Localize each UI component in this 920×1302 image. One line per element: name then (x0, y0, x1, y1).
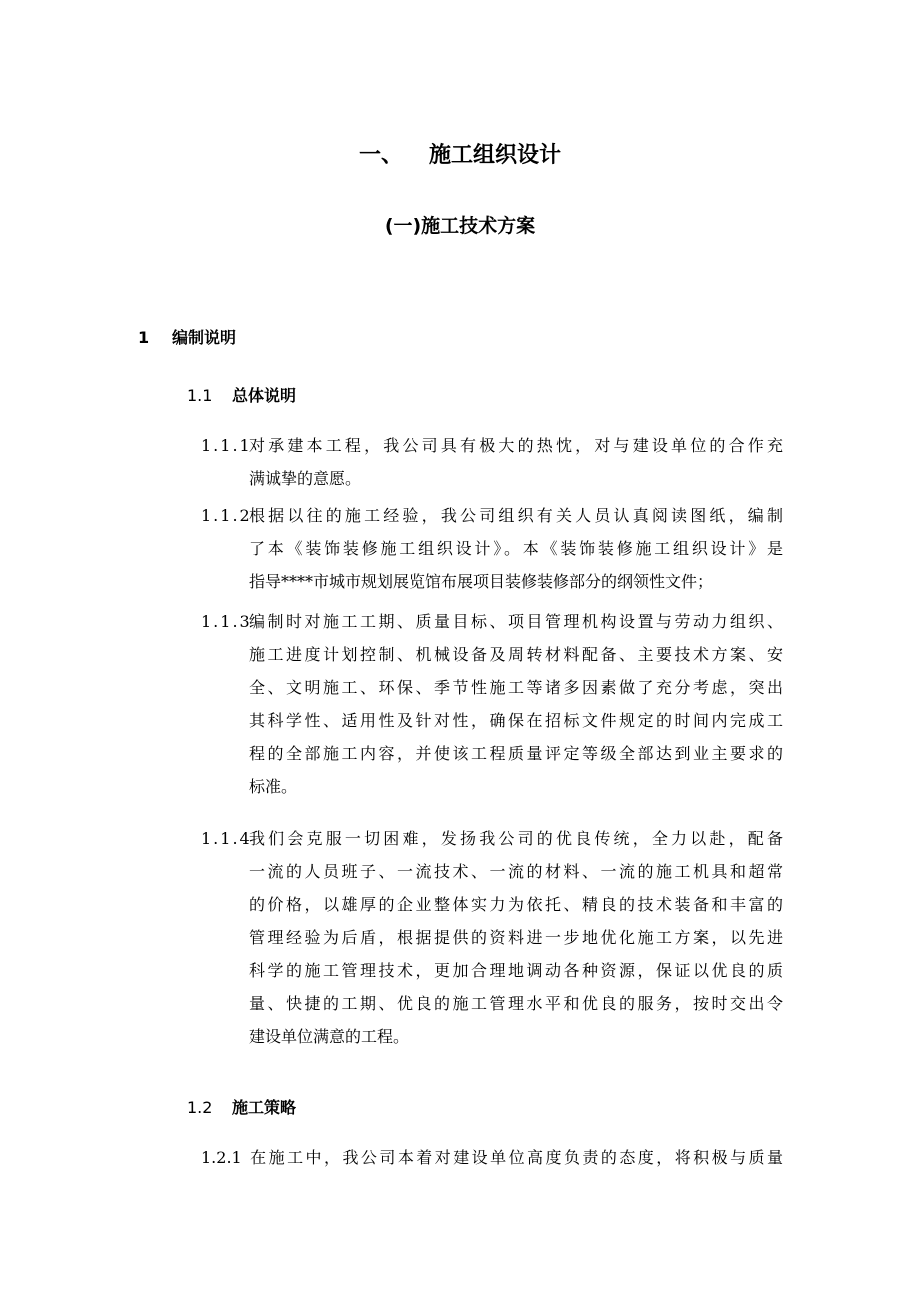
section-number: 1 (138, 328, 150, 347)
paragraph-line: 我们会克服一切困难，发扬我公司的优良传统，全力以赴，配备 (249, 829, 783, 848)
paragraph-line: 指导****市城市规划展览馆布展项目装修装修部分的纲领性文件； (249, 572, 714, 591)
paragraph-line: 一流的人员班子、一流技术、一流的材料、一流的施工机具和超常 (249, 862, 783, 881)
section-title: 编制说明 (172, 328, 237, 347)
paragraph-line: 的价格，以雄厚的企业整体实力为依托、精良的技术装备和丰富的 (249, 895, 783, 914)
paragraph-line: 对承建本工程，我公司具有极大的热忱，对与建设单位的合作充 (249, 436, 783, 455)
paragraph-text: 在施工中，我公司本着对建设单位高度负责的态度，将积极与质量 (247, 1148, 783, 1167)
paragraph-number: 1.1.4 (201, 829, 252, 848)
section-heading-1-2 (187, 1094, 296, 1122)
section-title: 总体说明 (232, 386, 297, 405)
paragraph-1-1-4 (201, 822, 783, 1053)
section-title: 施工策略 (232, 1098, 297, 1117)
paragraph-number: 1.1.1 (201, 436, 252, 455)
paragraph-1-1-1 (201, 429, 783, 495)
paragraph-line: 满诚挚的意愿。 (249, 469, 362, 488)
paragraph-number: 1.2.1 (201, 1148, 242, 1167)
document-title-text: 施工组织设计 (429, 143, 562, 168)
paragraph-number: 1.1.2 (201, 506, 252, 525)
paragraph-line: 程的全部施工内容，并使该工程质量评定等级全部达到业主要求的 (249, 744, 783, 763)
paragraph-line: 科学的施工管理技术，更加合理地调动各种资源，保证以优良的质 (249, 961, 783, 980)
document-title (0, 138, 920, 174)
paragraph-1-1-2 (201, 499, 783, 598)
paragraph-line: 根据以往的施工经验，我公司组织有关人员认真阅读图纸，编制 (249, 506, 783, 525)
paragraph-line: 施工进度计划控制、机械设备及周转材料配备、主要技术方案、安 (249, 645, 783, 664)
paragraph-line: 量、快捷的工期、优良的施工管理水平和优良的服务，按时交出令 (249, 994, 783, 1013)
paragraph-line: 编制时对施工工期、质量目标、项目管理机构设置与劳动力组织、 (249, 612, 783, 631)
section-number: 1.2 (187, 1098, 213, 1117)
paragraph-line: 了本《装饰装修施工组织设计》。本《装饰装修施工组织设计》是 (249, 539, 783, 558)
document-subtitle: (一)施工技术方案 (384, 215, 536, 237)
section-number: 1.1 (187, 386, 213, 405)
paragraph-line: 建设单位满意的工程。 (249, 1027, 410, 1046)
paragraph-number: 1.1.3 (201, 612, 252, 631)
section-heading-1 (138, 324, 236, 352)
section-heading-1-1 (187, 382, 296, 410)
document-title-number: 一、 (358, 143, 403, 168)
paragraph-line: 全、文明施工、环保、季节性施工等诸多因素做了充分考虑，突出 (249, 678, 783, 697)
paragraph-line: 管理经验为后盾，根据提供的资料进一步地优化施工方案，以先进 (249, 928, 783, 947)
paragraph-line: 其科学性、适用性及针对性，确保在招标文件规定的时间内完成工 (249, 711, 783, 730)
paragraph-1-2-1 (201, 1141, 783, 1174)
paragraph-line: 标准。 (249, 777, 298, 796)
paragraph-1-1-3 (201, 605, 783, 803)
paragraph-line (201, 1141, 783, 1174)
